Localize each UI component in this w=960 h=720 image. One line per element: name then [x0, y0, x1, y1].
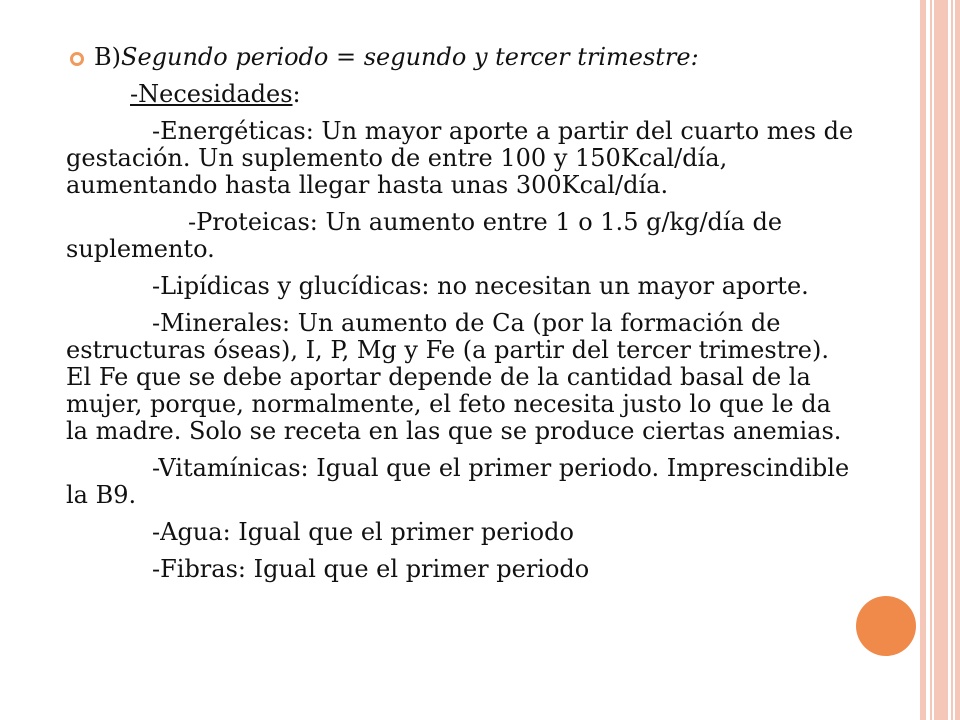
needs-label-line — [66, 81, 856, 108]
stripe — [934, 0, 948, 720]
need-item-vitaminicas: -Vitamínicas: Igual que el primer periodo. Imprescindible la B9. — [66, 454, 850, 509]
heading-prefix: B) — [94, 43, 121, 71]
need-item-proteicas: -Proteicas: Un aumento entre 1 o 1.5 g/kg/día de suplemento. — [66, 208, 783, 263]
need-item-lipidicas: -Lipídicas y glucídicas: no necesitan un mayor aporte. — [152, 272, 809, 300]
need-item-minerales: -Minerales: Un aumento de Ca (por la formación de estructuras óseas), I, P, Mg y Fe (a partir del tercer trimestre). El Fe que se debe aportar depende de la cantidad basal de la mujer, porque, normalmente, el feto necesita justo lo que le da la madre. Solo se receta en las que se produce ciertas anemias. — [66, 309, 842, 445]
stripe — [951, 0, 953, 720]
section-heading — [66, 44, 856, 71]
stripe — [955, 0, 960, 720]
bullet-ring-icon — [70, 52, 84, 66]
heading-title: Segundo periodo = segundo y tercer trimestre: — [121, 43, 699, 71]
need-item-energeticas: -Energéticas: Un mayor aporte a partir del cuarto mes de gestación. Un suplemento de entre 100 y 150Kcal/día, aumentando hasta llegar hasta unas 300Kcal/día. — [66, 117, 854, 199]
decorative-orange-circle — [856, 596, 916, 656]
stripe — [920, 0, 926, 720]
slide-content — [66, 44, 856, 583]
needs-suffix: : — [292, 80, 301, 108]
needs-label: -Necesidades — [130, 80, 293, 108]
stripe — [930, 0, 932, 720]
need-item-agua: -Agua: Igual que el primer periodo — [152, 518, 574, 546]
decorative-side-stripes — [920, 0, 960, 720]
need-item-fibras: -Fibras: Igual que el primer periodo — [152, 555, 590, 583]
